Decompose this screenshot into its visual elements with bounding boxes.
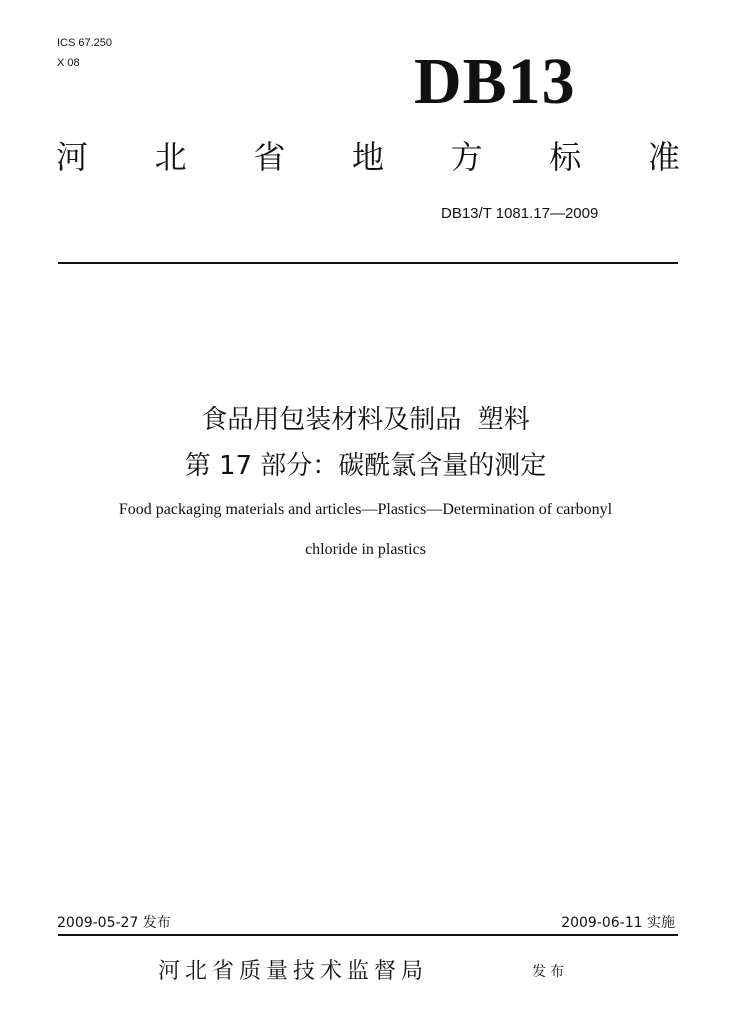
bottom-divider <box>58 934 678 936</box>
standard-number: DB13/T 1081.17—2009 <box>441 205 599 222</box>
title-english-line-2: chloride in plastics <box>305 541 426 558</box>
standard-type-char: 地 <box>351 138 384 176</box>
standard-type-heading <box>56 135 680 179</box>
title-english-line-1: Food packaging materials and articles—Plastics—Determination of carbonyl <box>118 501 613 518</box>
standard-type-char: 省 <box>253 138 286 176</box>
issue-date: 2009-05-27 发布 <box>57 915 171 931</box>
title-chinese-line-2: 第 17 部分：碳酰氯含量的测定 <box>184 451 547 481</box>
issuing-action: 发布 <box>532 964 568 980</box>
standard-type-char: 北 <box>154 138 187 176</box>
standard-type-char: 方 <box>450 138 483 176</box>
title-chinese-line-1: 食品用包装材料及制品 塑料 <box>201 405 530 435</box>
top-divider <box>58 262 678 264</box>
standard-type-char: 准 <box>647 138 680 176</box>
standard-mark: DB13 <box>414 45 576 118</box>
classification-code: X 08 <box>57 57 80 69</box>
standard-type-char: 标 <box>549 138 582 176</box>
standard-type-char: 河 <box>56 138 89 176</box>
implementation-date: 2009-06-11 实施 <box>561 915 675 931</box>
ics-code: ICS 67.250 <box>57 37 113 49</box>
issuing-authority: 河北省质量技术监督局 <box>158 959 429 984</box>
